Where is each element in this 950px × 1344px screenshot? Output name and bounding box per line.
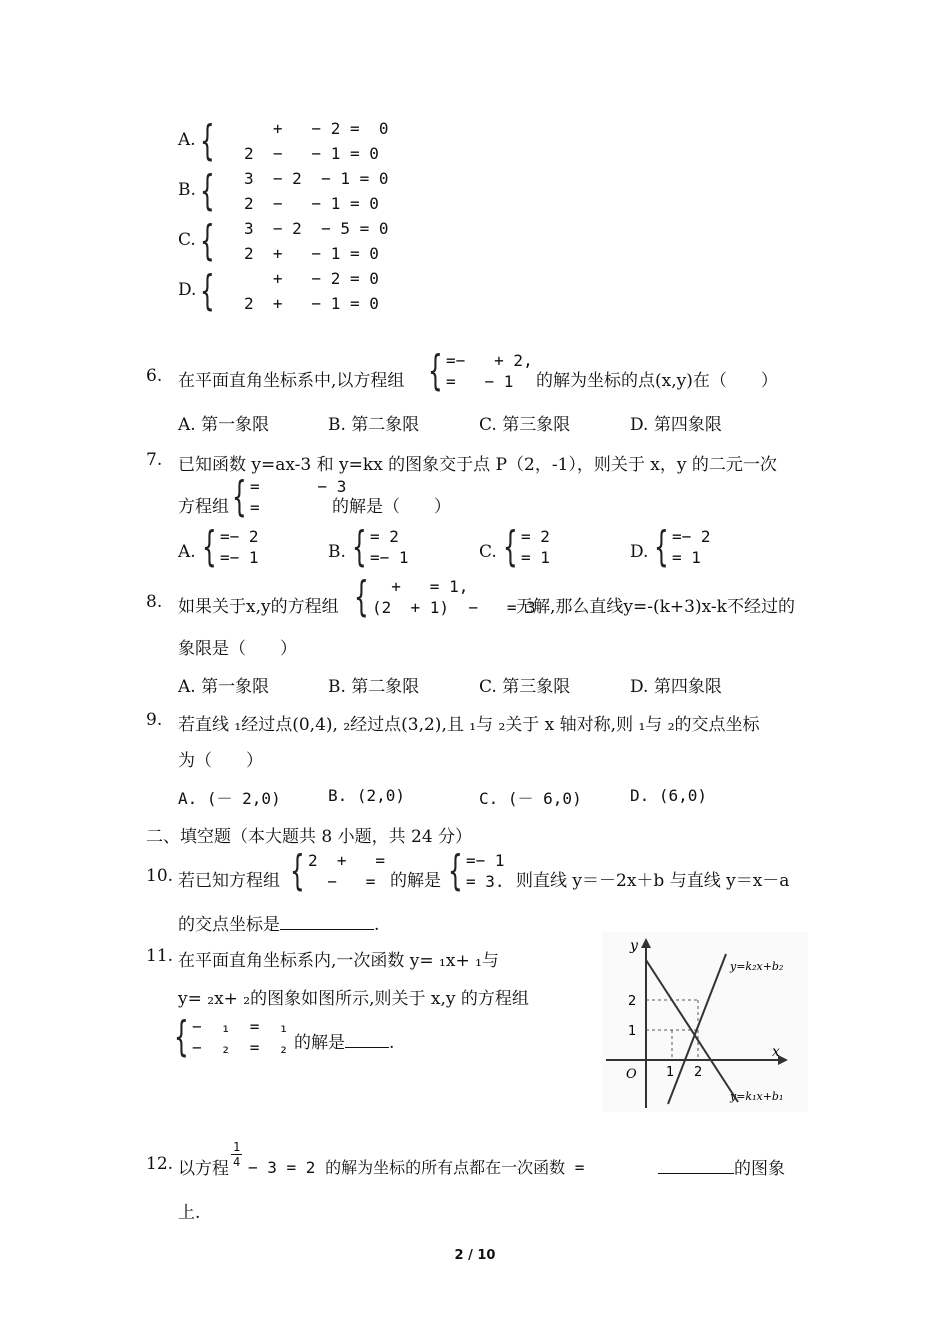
equation-line: (2 + 1) − = 3: [372, 598, 536, 617]
equation-line: − ₂ = ₂: [192, 1038, 289, 1057]
q5-option-label[interactable]: B.: [178, 180, 196, 200]
q10-text-line2: [178, 910, 379, 935]
origin-label: O: [626, 1067, 637, 1082]
brace-icon: {: [200, 116, 215, 165]
brace-icon: {: [448, 846, 463, 895]
equation-line: 2 + − 1 = 0: [244, 244, 379, 263]
fraction-numerator: 1: [233, 1140, 241, 1154]
y-tick-1: 1: [628, 1024, 637, 1039]
q7-text-post: 的解是（ ）: [332, 497, 451, 517]
equation-line: + = 1,: [372, 577, 469, 596]
q6-option-a[interactable]: A. 第一象限: [178, 415, 270, 435]
equation-line: + − 2 = 0: [244, 119, 389, 138]
equation-line: =− 1: [466, 851, 505, 870]
equation-line: = 2: [370, 527, 399, 546]
equation-line: = − 1: [446, 372, 514, 391]
q8-text-post: 无解,那么直线y=-(k+3)x-k不经过的: [516, 597, 795, 617]
brace-icon: {: [200, 166, 215, 215]
equation-line: 2 − − 1 = 0: [244, 194, 379, 213]
q8-text-pre: 如果关于x,y的方程组: [178, 597, 339, 617]
q10-answer-blank[interactable]: [280, 912, 374, 930]
q5-option-system: [200, 116, 389, 166]
brace-icon: {: [200, 266, 215, 315]
x-tick-2: 2: [694, 1065, 703, 1080]
q12-answer-blank[interactable]: [658, 1156, 734, 1174]
q11-text-line1: 在平面直角坐标系内,一次函数 y= ₁x+ ₁与: [178, 951, 499, 971]
brace-icon: {: [200, 216, 215, 265]
equation-line: 2 + − 1 = 0: [244, 294, 379, 313]
brace-icon: {: [428, 346, 443, 395]
q6-option-d[interactable]: D. 第四象限: [630, 415, 722, 435]
q10-text-mid: 的解是: [390, 871, 441, 891]
q11-number: 11.: [146, 946, 174, 966]
equation-line: =− 2: [672, 527, 711, 546]
q7-option-system: [352, 522, 409, 571]
equation-line: = 1: [521, 548, 550, 567]
q5-option-label[interactable]: A.: [178, 130, 196, 150]
q12-number: 12.: [146, 1154, 174, 1174]
q12-text-line2: 上.: [178, 1203, 201, 1223]
q8-option-d[interactable]: D. 第四象限: [630, 677, 722, 697]
q12-text-mid: − 3 = 2 的解为坐标的所有点都在一次函数 =: [248, 1158, 585, 1177]
equation-line: − =: [308, 872, 395, 891]
q12-answer-line: [658, 1154, 785, 1179]
q9-number: 9.: [146, 710, 163, 730]
equation-line: = 2: [521, 527, 550, 546]
brace-icon: {: [503, 522, 518, 571]
q10-number: 10.: [146, 866, 174, 886]
q10-equation-system-1: [290, 846, 405, 895]
fraction-denominator: 4: [233, 1155, 241, 1169]
q5-option-system: [200, 266, 379, 316]
q6-option-b[interactable]: B. 第二象限: [328, 415, 420, 435]
q7-option-label[interactable]: A.: [178, 542, 196, 562]
brace-icon: {: [354, 572, 369, 621]
y-tick-2: 2: [628, 994, 637, 1009]
line-label-k2: y=k₂x+b₂: [730, 960, 784, 973]
q7-option-label[interactable]: D.: [630, 542, 649, 562]
equation-line: 3 − 2 − 1 = 0: [244, 169, 389, 188]
equation-line: = − 3: [250, 477, 347, 496]
q7-text-line1: 已知函数 y=ax-3 和 y=kx 的图象交于点 P（2，-1），则关于 x，y 的二元一次: [178, 455, 777, 475]
q9-option-c[interactable]: C. (－ 6,0): [479, 789, 582, 808]
equation-line: 3 − 2 − 5 = 0: [244, 219, 389, 238]
q10-end-period: .: [374, 915, 380, 935]
q7-option-system: [654, 522, 711, 571]
equation-line: =− 1: [370, 548, 409, 567]
q10-line2-text: 的交点坐标是: [178, 915, 280, 935]
x-tick-1: 1: [666, 1065, 675, 1080]
q11-function-graph: [602, 932, 808, 1112]
q11-equation-system: [174, 1012, 289, 1061]
q7-option-system: [202, 522, 259, 571]
equation-line: = 3.: [466, 872, 505, 891]
equation-line: =− 1: [220, 548, 259, 567]
q5-option-system: [200, 216, 389, 266]
q7-option-label[interactable]: B.: [328, 542, 346, 562]
section-heading: 二、填空题（本大题共 8 小题，共 24 分）: [146, 827, 473, 847]
equation-line: 2 − − 1 = 0: [244, 144, 379, 163]
q8-text-line2: 象限是（ ）: [178, 639, 297, 659]
q11-answer-blank[interactable]: [345, 1030, 389, 1048]
q6-number: 6.: [146, 366, 163, 386]
x-axis-label: x: [772, 1044, 780, 1060]
q6-text-pre: 在平面直角坐标系中,以方程组: [178, 371, 405, 391]
q7-equation-system: [232, 472, 347, 521]
q8-equation-system: [354, 572, 536, 621]
q6-text-post: 的解为坐标的点(x,y)在（ ）: [536, 371, 778, 391]
q8-option-a[interactable]: A. 第一象限: [178, 677, 270, 697]
graph-background: [602, 932, 808, 1112]
y-axis-label: y: [630, 938, 638, 954]
brace-icon: {: [352, 522, 367, 571]
q11-answer-line: [294, 1028, 394, 1053]
equation-line: =: [250, 498, 260, 517]
q11-post-text: 的解是: [294, 1033, 345, 1053]
q10-equation-system-2: [448, 846, 505, 895]
q6-equation-system: [428, 346, 533, 395]
q7-option-system: [503, 522, 550, 571]
equation-line: + − 2 = 0: [244, 269, 379, 288]
equation-line: − ₁ = ₁: [192, 1017, 289, 1036]
q5-option-label[interactable]: D.: [178, 280, 197, 300]
brace-icon: {: [290, 846, 305, 895]
page-number: 2 / 10: [454, 1248, 496, 1263]
q10-text-post: 则直线 y＝－2x＋b 与直线 y＝x－a: [516, 871, 790, 891]
q10-text-pre: 若已知方程组: [178, 871, 280, 891]
equation-line: 2 + =: [308, 851, 405, 870]
q7-number: 7.: [146, 450, 163, 470]
q12-post-text: 的图象: [734, 1159, 785, 1179]
q12-fraction: [231, 1140, 242, 1169]
brace-icon: {: [232, 472, 247, 521]
q7-option-label[interactable]: C.: [479, 542, 497, 562]
brace-icon: {: [654, 522, 669, 571]
q9-text-line2: 为（ ）: [178, 751, 263, 771]
q12-text-pre: 以方程: [178, 1159, 229, 1179]
equation-line: =− + 2,: [446, 351, 533, 370]
q7-text-pre: 方程组: [178, 497, 229, 517]
q8-option-b[interactable]: B. 第二象限: [328, 677, 420, 697]
q11-end-period: .: [389, 1033, 395, 1053]
line-label-k1: y=k₁x+b₁: [730, 1090, 784, 1103]
q9-option-b[interactable]: B. (2,0): [328, 786, 406, 805]
equation-line: = 1: [672, 548, 701, 567]
q9-text-line1: 若直线 ₁经过点(0,4), ₂经过点(3,2),且 ₁与 ₂关于 x 轴对称,则 ₁与 ₂的交点坐标: [178, 715, 760, 735]
q9-option-d[interactable]: D. (6,0): [630, 786, 708, 805]
q6-option-c[interactable]: C. 第三象限: [479, 415, 571, 435]
q9-option-a[interactable]: A. (－ 2,0): [178, 789, 281, 808]
equation-line: =− 2: [220, 527, 259, 546]
brace-icon: {: [174, 1012, 189, 1061]
q8-option-c[interactable]: C. 第三象限: [479, 677, 571, 697]
q5-option-label[interactable]: C.: [178, 230, 196, 250]
q11-text-line2: y= ₂x+ ₂的图象如图所示,则关于 x,y 的方程组: [178, 989, 529, 1009]
q5-option-system: [200, 166, 389, 216]
q8-number: 8.: [146, 592, 163, 612]
brace-icon: {: [202, 522, 217, 571]
